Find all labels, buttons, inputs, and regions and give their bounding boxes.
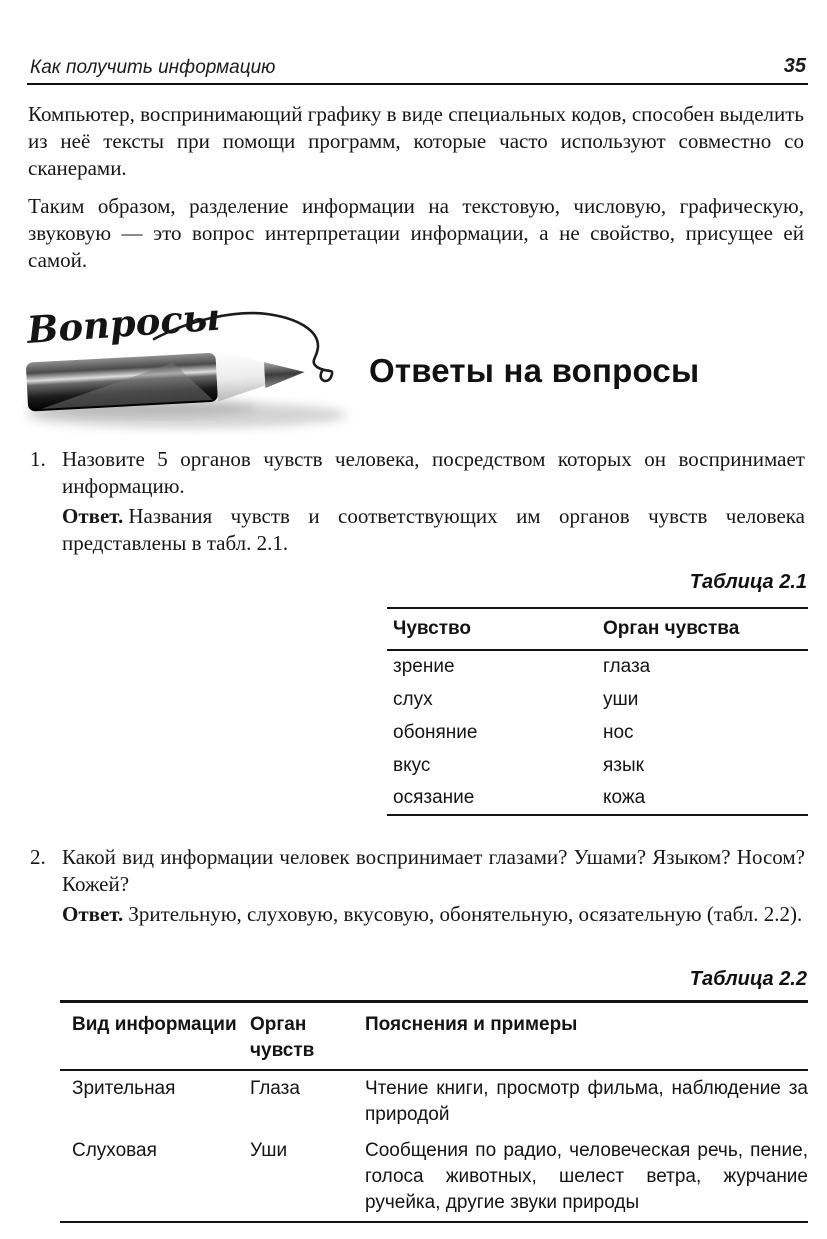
cell-organ: глаза: [603, 656, 651, 677]
page-number: 35: [783, 55, 806, 77]
column-header-info-type: Вид информации: [60, 1002, 250, 1071]
pencil-body-group: [26, 346, 306, 411]
cell-sense: зрение: [393, 656, 455, 677]
questions-script-label: Вопросы: [25, 303, 222, 352]
pencil-drawing: [22, 303, 372, 443]
question-1: [30, 446, 805, 500]
question-1-number: 1.: [30, 447, 46, 471]
answer-2-text: Зрительную, слуховую, вкусовую, обонятельную, осязательную (табл. 2.2).: [128, 902, 803, 926]
table-row: [60, 1070, 808, 1133]
cell-sense: слух: [393, 688, 433, 710]
cell-sense: осязание: [393, 787, 475, 808]
cell-info-type: Зрительная: [72, 1078, 176, 1099]
table-row: [387, 782, 808, 815]
cell-organ: язык: [603, 754, 644, 776]
running-header-title: Как получить информацию: [30, 57, 276, 78]
answer-2: [62, 901, 805, 928]
section-heading: Ответы на вопросы: [369, 352, 700, 389]
cell-organ: нос: [603, 721, 634, 743]
information-types-table: [60, 1000, 808, 1223]
cell-examples: Чтение книги, просмотр фильма, наблюдение за природой: [365, 1078, 808, 1125]
cell-organ: кожа: [603, 787, 646, 808]
table-2-2-caption: Таблица 2.2: [689, 968, 807, 990]
answer-2-label: Ответ.: [62, 902, 124, 926]
senses-table: [387, 607, 808, 816]
table-row: [387, 650, 808, 683]
table-2-1-caption: Таблица 2.1: [689, 571, 807, 593]
cell-info-type: Слуховая: [72, 1140, 157, 1161]
cell-organ: Глаза: [250, 1078, 300, 1099]
paragraph-2: Таким образом, разделение информации на текстовую, числовую, графическую, звуковую — это вопрос интерпретации информации, а не свойство, присущее ей самой.: [28, 194, 804, 272]
question-1-text: Назовите 5 органов чувств человека, посредством которых он воспринимает информацию.: [62, 447, 805, 498]
table-row: [387, 683, 808, 716]
question-2-text: Какой вид информации человек воспринимает глазами? Ушами? Языком? Носом? Кожей?: [62, 845, 805, 896]
answer-1: [62, 503, 805, 557]
column-header-organ: Орган чувства: [597, 608, 808, 650]
cell-organ: Уши: [250, 1140, 288, 1161]
pencil-illustration: [22, 303, 372, 443]
table-header-row: [387, 608, 808, 650]
answer-1-label: Ответ.: [62, 504, 124, 528]
column-header-organ: Орган чувств: [250, 1002, 365, 1071]
column-header-examples: Пояснения и примеры: [365, 1002, 808, 1071]
question-2: [30, 844, 805, 898]
cell-sense: вкус: [393, 754, 431, 776]
paragraph-1: Компьютер, воспринимающий графику в виде специальных кодов, способен выделить из неё тексты при помощи программ, которые часто используют совместно со сканерами.: [28, 102, 804, 180]
pencil-graphite-tip: [264, 360, 305, 388]
question-2-number: 2.: [30, 845, 46, 869]
table-row: [60, 1133, 808, 1222]
cell-organ: уши: [603, 688, 639, 710]
answer-1-text: Названия чувств и соответствующих им органов чувств человека представлены в табл. 2.1.: [62, 504, 805, 555]
table-row: [387, 749, 808, 782]
column-header-sense: Чувство: [387, 608, 597, 650]
cell-examples: Сообщения по радио, человеческая речь, пение, голоса животных, шелест ветра, журчание ручейка, другие звуки природы: [365, 1140, 808, 1213]
cell-sense: обоняние: [393, 721, 478, 743]
table-row: [387, 716, 808, 749]
header-rule: [27, 83, 808, 85]
table-header-row: [60, 1002, 808, 1071]
